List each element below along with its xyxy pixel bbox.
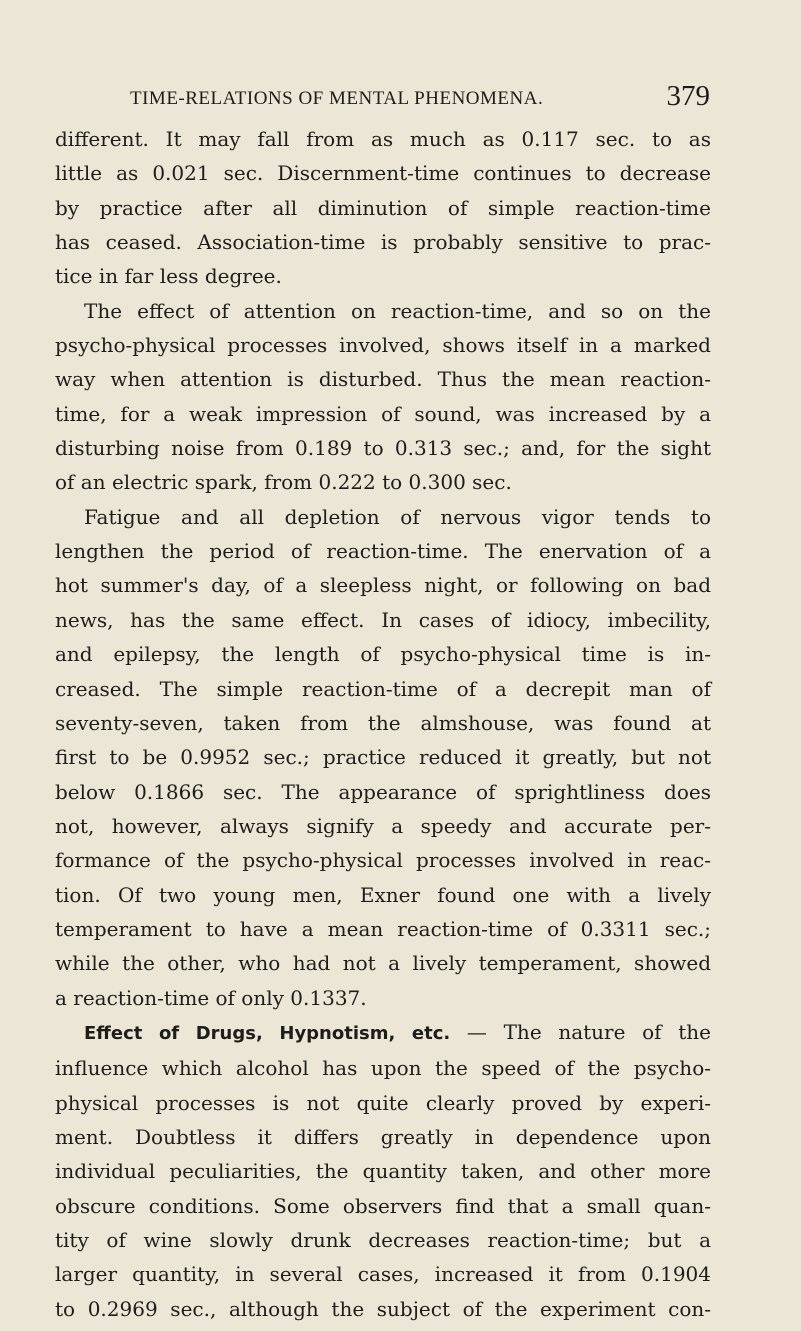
- text-line: individual peculiarities, the quantity taken, and other more: [55, 1159, 711, 1184]
- text-line: little as 0.021 sec. Discernment-time continues to decrease: [55, 161, 711, 186]
- text-line: below 0.1866 sec. The appearance of sprightliness does: [55, 779, 711, 804]
- text-line: not, however, always signify a speedy and accurate per-: [55, 813, 711, 838]
- text-line: obscure conditions. Some observers find that a small quan-: [55, 1193, 711, 1218]
- section-line: [55, 1015, 711, 1051]
- section-line-text: — The nature of the: [466, 1019, 711, 1044]
- text-line: while the other, who had not a lively temperament, showed: [55, 951, 711, 976]
- text-line: Fatigue and all depletion of nervous vigor tends to: [84, 504, 711, 529]
- running-title: TIME-RELATIONS OF MENTAL PHENOMENA.: [130, 88, 544, 109]
- text-line: temperament to have a mean reaction-time of 0.3311 sec.;: [55, 916, 711, 941]
- text-line: tice in far less degree.: [55, 264, 282, 289]
- text-line: physical processes is not quite clearly proved by experi-: [55, 1090, 711, 1115]
- page-number: 379: [666, 80, 710, 112]
- text-line: seventy-seven, taken from the almshouse, was found at: [55, 710, 711, 735]
- text-line: different. It may fall from as much as 0.117 sec. to as: [55, 127, 711, 151]
- text-line: news, has the same effect. In cases of idiocy, imbecility,: [55, 607, 711, 632]
- text-line: ment. Doubtless it differs greatly in dependence upon: [55, 1124, 711, 1149]
- text-line: psycho-physical processes involved, shows itself in a marked: [55, 333, 711, 358]
- text-line: time, for a weak impression of sound, was increased by a: [55, 401, 711, 426]
- text-line: lengthen the period of reaction-time. The enervation of a: [55, 539, 711, 564]
- text-line: hot summer's day, of a sleepless night, or following on bad: [55, 573, 711, 598]
- text-line: and epilepsy, the length of psycho-physical time is in-: [55, 642, 711, 667]
- text-line: The effect of attention on reaction-time, and so on the: [84, 298, 711, 323]
- text-line: way when attention is disturbed. Thus the mean reaction-: [55, 367, 711, 392]
- text-line: disturbing noise from 0.189 to 0.313 sec.; and, for the sight: [55, 436, 711, 461]
- text-line: first to be 0.9952 sec.; practice reduced it greatly, but not: [55, 745, 711, 770]
- text-line: a reaction-time of only 0.1337.: [55, 985, 367, 1010]
- running-head: [130, 80, 710, 116]
- text-line: creased. The simple reaction-time of a decrepit man of: [55, 676, 711, 701]
- body-text: [55, 122, 711, 1326]
- text-line: to 0.2969 sec., although the subject of the experiment con-: [55, 1296, 711, 1321]
- text-line: of an electric spark, from 0.222 to 0.300 sec.: [55, 470, 512, 495]
- text-line: larger quantity, in several cases, increased it from 0.1904: [55, 1262, 711, 1287]
- text-line: tion. Of two young men, Exner found one with a lively: [55, 882, 711, 907]
- text-line: influence which alcohol has upon the speed of the psycho-: [55, 1056, 711, 1081]
- text-line: by practice after all diminution of simple reaction-time: [55, 195, 711, 220]
- section-heading: Effect of Drugs, Hypnotism, etc.: [84, 1022, 451, 1044]
- text-line: has ceased. Association-time is probably sensitive to prac-: [55, 230, 711, 255]
- text-line: formance of the psycho-physical processes involved in reac-: [55, 848, 711, 873]
- text-line: tity of wine slowly drunk decreases reaction-time; but a: [55, 1228, 711, 1252]
